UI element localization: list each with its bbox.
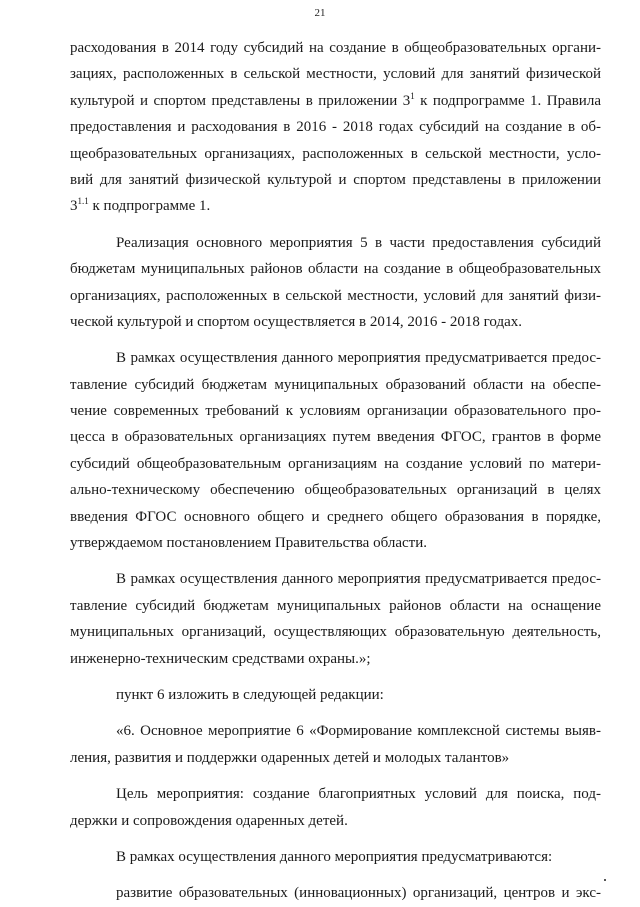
document-body xyxy=(70,35,601,907)
text-fragment: 3 xyxy=(70,198,78,215)
text-line: расходования в 2014 году субсидий на создание в общеобразовательных органи- xyxy=(70,40,601,56)
text-line: цесса в образовательных организациях путем введения ФГОС, грантов в форме xyxy=(70,429,601,446)
paragraph xyxy=(70,35,601,220)
text-line: Цель мероприятия: создание благоприятных условий для поиска, под- xyxy=(116,786,601,803)
text-line: держки и сопровождения одаренных детей. xyxy=(70,812,348,829)
text-line xyxy=(70,88,601,114)
text-line xyxy=(70,193,601,219)
text-line: «6. Основное мероприятие 6 «Формирование комплексной системы выяв- xyxy=(116,723,601,740)
text-line: субсидий общеобразовательным организациям на создание условий по матери- xyxy=(70,455,601,472)
text-line: организациях, расположенных в сельской местности, условий для занятий физи- xyxy=(70,287,601,304)
text-line: инженерно-техническим средствами охраны.»; xyxy=(70,650,371,667)
superscript: 1 xyxy=(410,90,415,101)
text-line: щеобразовательных организациях, расположенных в сельской местности, усло- xyxy=(70,145,601,162)
text-line: утверждаемом постановлением Правительства области. xyxy=(70,535,427,552)
paragraph xyxy=(70,345,601,556)
text-line: ально-техническому обеспечению общеобразовательных организаций в целях xyxy=(70,482,601,499)
paragraph xyxy=(70,682,601,708)
paragraph xyxy=(70,718,601,771)
text-line: ления, развития и поддержки одаренных детей и молодых талантов» xyxy=(70,749,510,766)
text-line: В рамках осуществления данного мероприятия предусматриваются: xyxy=(116,848,553,865)
text-line: развитие образовательных (инновационных) организаций, центров и экс- xyxy=(116,885,601,902)
text-line: муниципальных организаций, осуществляющих образовательную деятельность, xyxy=(70,624,601,641)
paragraph xyxy=(70,880,601,906)
text-fragment: к подпрограмме 1. Правила xyxy=(414,92,601,109)
text-line: тавление субсидий бюджетам муниципальных районов области на оснащение xyxy=(70,597,601,614)
superscript: 1.1 xyxy=(77,196,89,207)
text-line: вий для занятий физической культурой и спортом представлены в приложении xyxy=(70,171,601,188)
paragraph xyxy=(70,781,601,834)
text-fragment: к подпрограмме 1. xyxy=(88,198,211,215)
text-line: чение современных требований к условиям организации образовательного про- xyxy=(70,403,601,420)
text-line: предоставления и расходования в 2016 - 2018 годах субсидий на создание в об- xyxy=(70,119,601,136)
text-line: ческой культурой и спортом осуществляется в 2014, 2016 - 2018 годах. xyxy=(70,313,522,330)
text-line: бюджетам муниципальных районов области на создание в общеобразовательных xyxy=(70,261,601,278)
text-line: В рамках осуществления данного мероприятия предусматривается предос- xyxy=(116,571,601,588)
text-fragment: культурой и спортом представлены в приложении 3 xyxy=(70,92,411,109)
text-line: тавление субсидий бюджетам муниципальных образований области на обеспе- xyxy=(70,376,601,393)
text-line: пункт 6 изложить в следующей редакции: xyxy=(116,686,384,703)
text-line: зациях, расположенных в сельской местности, условий для занятий физической xyxy=(70,66,601,83)
text-line: В рамках осуществления данного мероприятия предусматривается предос- xyxy=(116,350,601,367)
page-number: 21 xyxy=(314,7,326,19)
paragraph xyxy=(70,566,601,672)
text-line: введения ФГОС основного общего и среднего общего образования в порядке, xyxy=(70,508,601,525)
scan-speck xyxy=(604,879,606,881)
text-line: Реализация основного мероприятия 5 в части предоставления субсидий xyxy=(116,234,601,251)
paragraph xyxy=(70,230,601,336)
paragraph xyxy=(70,844,601,870)
